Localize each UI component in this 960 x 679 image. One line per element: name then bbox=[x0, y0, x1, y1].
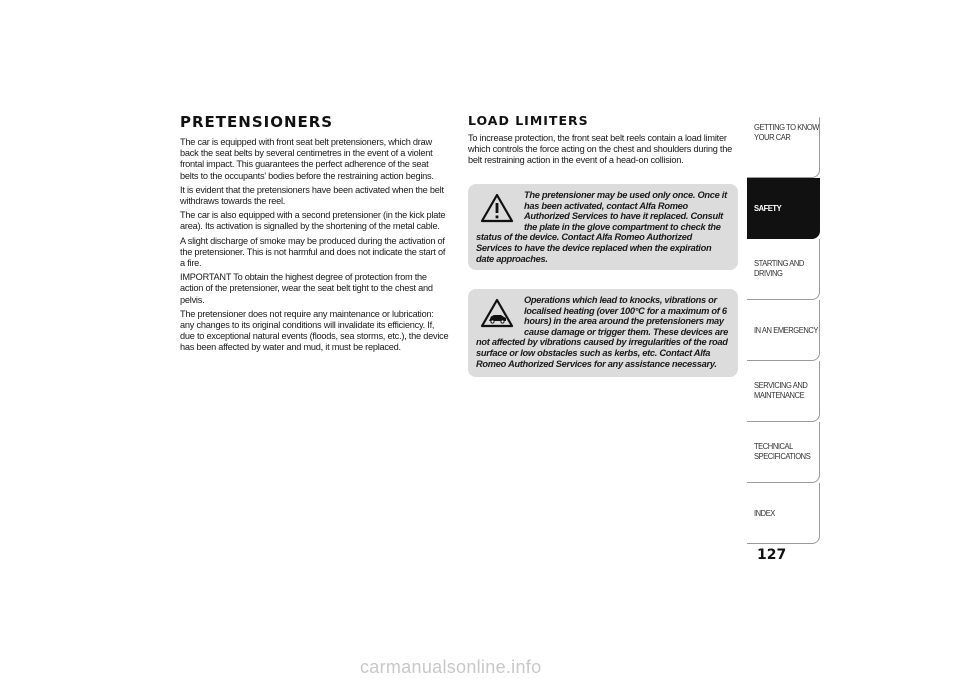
tab-technical-specifications[interactable] bbox=[747, 422, 820, 483]
warning-box bbox=[468, 184, 738, 270]
tab-starting-and-driving[interactable] bbox=[747, 239, 820, 300]
pretensioners-paragraph: The car is equipped with front seat belt pretensioners, which draw back the seat belts by several centimetres in the event of a violent frontal impact. This guarantees the perfect adherence of the seat belts to the occupants' bodies before the restraining action begins. bbox=[180, 137, 434, 182]
pretensioners-heading: PRETENSIONERS bbox=[180, 113, 334, 131]
tab-safety[interactable] bbox=[747, 178, 820, 239]
tab-label: STARTING AND DRIVING bbox=[754, 258, 804, 278]
warning-text: Operations which lead to knocks, vibrations or localised heating (over 100°C for a maximum of 6 hours) in the area around the pretensioners may cause damage or trigger them. These devices are not affected by vibrations caused by irregularities of the road surface or low obstacles such as kerbs, etc. Contact Alfa Romeo Authorized Services for any assistance necessary. bbox=[476, 295, 728, 369]
load-limiters-paragraph: To increase protection, the front seat belt reels contain a load limiter which controls the force acting on the chest and shoulders during the belt restraining action in the event of a head-on collision. bbox=[468, 133, 733, 167]
tab-label: SERVICING AND MAINTENANCE bbox=[754, 380, 808, 400]
warning-box bbox=[468, 289, 738, 377]
tab-label: SAFETY bbox=[754, 203, 782, 213]
tab-label: INDEX bbox=[754, 508, 775, 518]
load-limiters-section bbox=[468, 113, 740, 183]
tab-in-an-emergency[interactable] bbox=[747, 300, 820, 361]
pretensioners-section bbox=[180, 113, 450, 357]
warning-text: The pretensioner may be used only once. Once it has been activated, contact Alfa Romeo Authorized Services to have it replaced. Consult the plate in the glove compartment to check the status of the device. Contact Alfa Romeo Authorized Services to have the device replaced when the expiration date approaches. bbox=[476, 190, 727, 264]
tab-getting-to-know-your-car[interactable] bbox=[747, 117, 820, 178]
tab-label: TECHNICAL SPECIFICATIONS bbox=[754, 441, 811, 461]
car-warning-icon bbox=[480, 298, 514, 328]
pretensioners-paragraph: A slight discharge of smoke may be produced during the activation of the pretensioner. This is not harmful and does not indicate the start of a fire. bbox=[180, 235, 446, 270]
tab-label: GETTING TO KNOW YOUR CAR bbox=[754, 122, 819, 142]
load-limiters-heading: LOAD LIMITERS bbox=[468, 113, 589, 128]
tab-index[interactable] bbox=[747, 483, 820, 544]
chapter-tabs bbox=[747, 117, 820, 544]
pretensioners-paragraph: The pretensioner does not require any maintenance or lubrication: any changes to its original conditions will invalidate its efficiency. If, due to exceptional natural events (floods, sea storms, etc.), the device has been affected by water and mud, it must be replaced. bbox=[180, 308, 449, 354]
pretensioners-paragraph: IMPORTANT To obtain the highest degree of protection from the action of the pretensioner, wear the seat belt tight to the chest and pelvis. bbox=[180, 272, 433, 306]
pretensioners-paragraph: It is evident that the pretensioners have been activated when the belt withdraws towards the reel. bbox=[180, 184, 444, 208]
warning-triangle-icon bbox=[480, 193, 514, 223]
watermark: carmanualsonline.info bbox=[360, 657, 542, 677]
pretensioners-paragraph: The car is also equipped with a second pretensioner (in the kick plate area). Its activation is signalled by the shortening of the metal cable. bbox=[180, 210, 446, 233]
tab-label: IN AN EMERGENCY bbox=[754, 325, 819, 335]
tab-servicing-and-maintenance[interactable] bbox=[747, 361, 820, 422]
page-number: 127 bbox=[757, 547, 787, 563]
